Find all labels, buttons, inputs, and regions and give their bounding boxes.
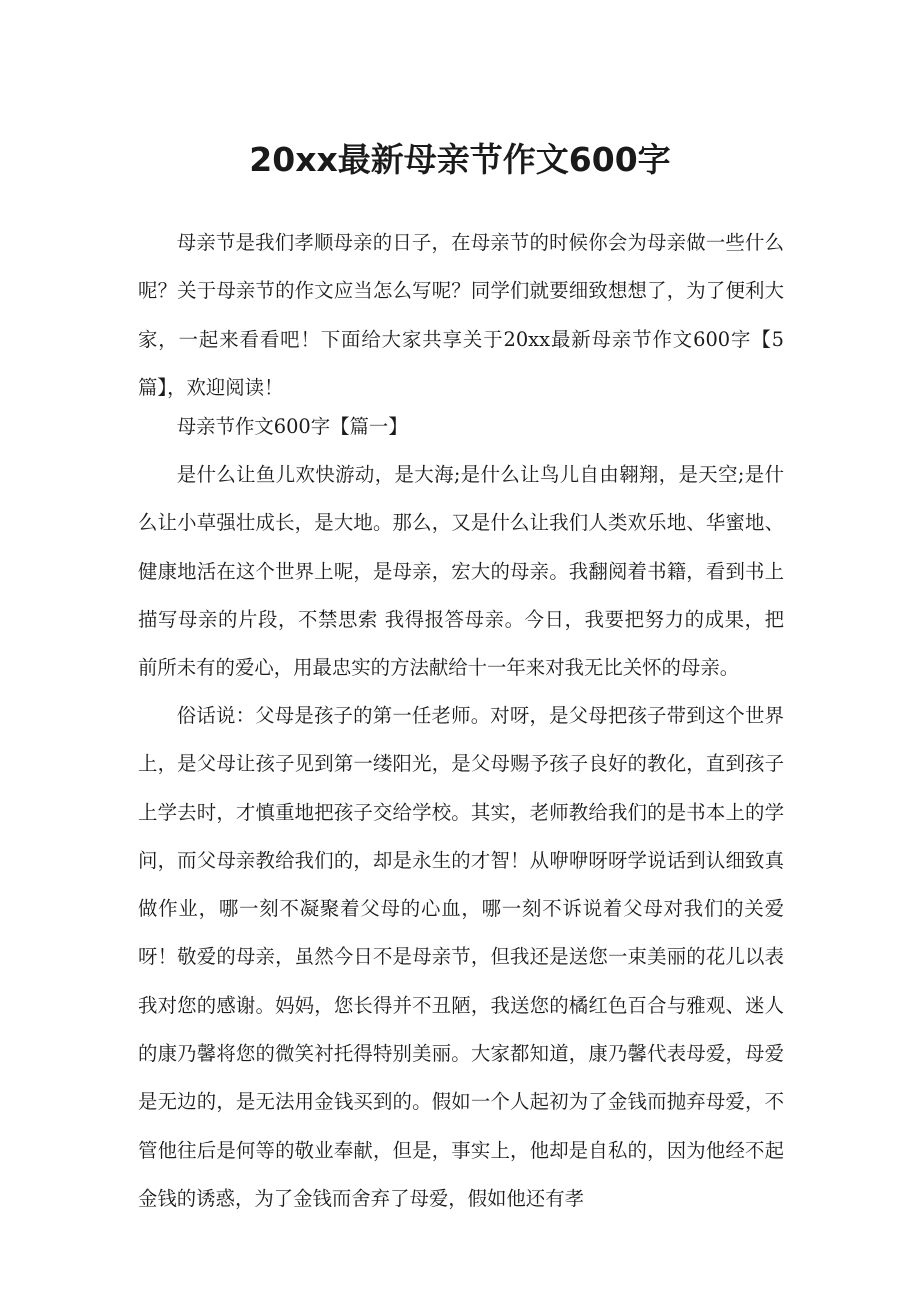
section-heading: 母亲节作文600字【篇一】 bbox=[176, 415, 408, 438]
essay-paragraph-1: 是什么让鱼儿欢快游动，是大海;是什么让鸟儿自由翱翔，是天空;是什么让小草强壮成长，是大地。那么，又是什么让我们人类欢乐地、华蜜地、健康地活在这个世界上呢，是母亲，宏大的母亲。我翻阅着书籍，看到书上描写母亲的片段，不禁思索 我得报答母亲。今日，我要把努力的成果，把前所未有的爱心，用最忠实的方法献给十一年来对我无比关怀的母亲。 bbox=[138, 463, 784, 680]
essay-paragraph-2: 俗话说：父母是孩子的第一任老师。对呀，是父母把孩子带到这个世界上，是父母让孩子见到第一缕阳光，是父母赐予孩子良好的教化，直到孩子上学去时，才慎重地把孩子交给学校。其实，老师教给我们的是书本上的学问，而父母亲教给我们的，却是永生的才智！从咿咿呀呀学说话到认细致真做作业，哪一刻不凝聚着父母的心血，哪一刻不诉说着父母对我们的关爱呀！敬爱的母亲，虽然今日不是母亲节，但我还是送您一束美丽的花儿以表我对您的感谢。妈妈，您长得并不丑陋，我送您的橘红色百合与雅观、迷人的康乃馨将您的微笑衬托得特别美丽。大家都知道，康乃馨代表母爱，母爱是无边的，是无法用金钱买到的。假如一个人起初为了金钱而抛弃母爱，不管他往后是何等的敬业奉献，但是，事实上，他却是自私的，因为他经不起金钱的诱惑，为了金钱而舍弃了母爱，假如他还有孝 bbox=[138, 704, 784, 1210]
document-title: 20xx最新母亲节作文600字 bbox=[249, 140, 671, 179]
intro-paragraph: 母亲节是我们孝顺母亲的日子，在母亲节的时候你会为母亲做一些什么呢？关于母亲节的作文应当怎么写呢？同学们就要细致想想了，为了便利大家，一起来看看吧！下面给大家共享关于20xx最新母亲节作文600字【5篇】，欢迎阅读！ bbox=[138, 231, 784, 399]
